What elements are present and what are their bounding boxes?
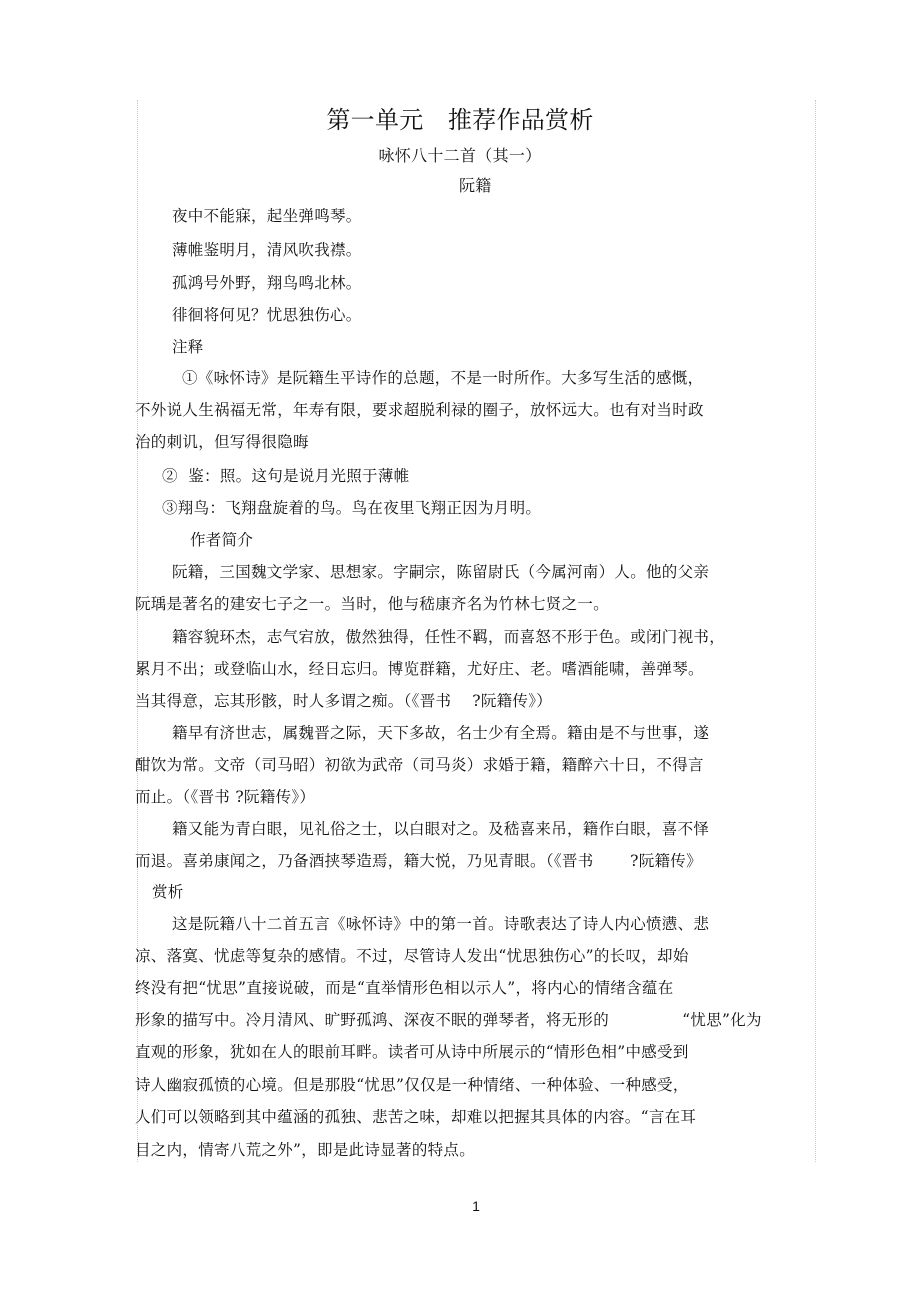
notes-heading: 注释 — [172, 338, 204, 356]
poem-line: 薄帷鉴明月，清风吹我襟。 — [172, 241, 362, 259]
poem-title: 咏怀八十二首（其一） — [378, 146, 542, 165]
analysis-line: 这是阮籍八十二首五言《咏怀诗》中的第一首。诗歌表达了诗人内心愤懑、悲 — [172, 915, 710, 933]
analysis-line: 终没有把“忧思”直接说破，而是“直举情形色相以示人”，将内心的情绪含蕴在 — [135, 979, 674, 997]
analysis-line: 人们可以领略到其中蕴涵的孤独、悲苦之味，却难以把握其具体的内容。“言在耳 — [135, 1108, 697, 1126]
analysis-line: 目之内，情寄八荒之外”，即是此诗显著的特点。 — [135, 1141, 476, 1159]
note-line: ② 鉴：照。这句是说月光照于薄帷 — [162, 467, 410, 485]
analysis-line: 凉、落寞、忧虑等复杂的感情。不过，尽管诗人发出“忧思独伤心”的长叹，却始 — [135, 947, 689, 965]
author-line: 籍容貌环杰，志气宕放，傲然独得，任性不羁，而喜怒不形于色。或闭门视书， — [172, 628, 726, 646]
note-line: 不外说人生祸福无常，年寿有限，要求超脱利禄的圈子，放怀远大。也有对当时政 — [135, 401, 704, 419]
author-line: 阮瑀是著名的建安七子之一。当时，他与嵇康齐名为竹林七贤之一。 — [135, 595, 610, 613]
author-line: 而止。（《晋书 ?阮籍传》） — [135, 788, 316, 806]
analysis-line: 直观的形象，犹如在人的眼前耳畔。读者可从诗中所展示的“情形色相”中感受到 — [135, 1043, 689, 1061]
author-heading: 作者简介 — [190, 531, 254, 549]
analysis-heading: 赏析 — [152, 883, 184, 901]
poem-line: 徘徊将何见？忧思独伤心。 — [172, 306, 362, 324]
analysis-line: 诗人幽寂孤愤的心境。但是那股“忧思”仅仅是一种情绪、一种体验、一种感受， — [135, 1076, 689, 1094]
page-number: 1 — [472, 1198, 480, 1214]
note-line: ①《咏怀诗》是阮籍生平诗作的总题，不是一时所作。大多写生活的感慨， — [182, 369, 704, 387]
note-line: 治的刺讥，但写得很隐晦 — [135, 433, 309, 451]
author-line: 当其得意，忘其形骸，时人多谓之痴。（《晋书 ?阮籍传》） — [135, 692, 553, 710]
author-line: 而退。喜弟康闻之，乃备酒挟琴造焉，籍大悦，乃见青眼。（《晋书 ?阮籍传》 — [135, 852, 702, 870]
poem-author: 阮籍 — [459, 176, 492, 195]
note-line: ③翔鸟：飞翔盘旋着的鸟。鸟在夜里飞翔正因为月明。 — [162, 499, 542, 517]
author-line: 籍又能为青白眼，见礼俗之士，以白眼对之。及嵇喜来吊，籍作白眼，喜不怿 — [172, 820, 710, 838]
poem-line: 夜中不能寐，起坐弹鸣琴。 — [172, 207, 362, 225]
margin-guide-left — [137, 100, 138, 1162]
page-title: 第一单元 推荐作品赏析 — [326, 106, 594, 134]
author-line: 酣饮为常。文帝（司马昭）初欲为武帝（司马炎）求婚于籍，籍醉六十日，不得言 — [135, 756, 704, 774]
margin-guide-right — [815, 100, 816, 1162]
analysis-line: 形象的描写中。冷月清风、旷野孤鸿、深夜不眠的弹琴者，将无形的 “忧思”化为 — [135, 1011, 762, 1029]
author-line: 籍早有济世志，属魏晋之际，天下多故，名士少有全焉。籍由是不与世事，遂 — [172, 724, 710, 742]
poem-line: 孤鸿号外野，翔鸟鸣北林。 — [172, 274, 362, 292]
author-line: 累月不出；或登临山水，经日忘归。博览群籍，尤好庄、老。嗜酒能啸，善弹琴。 — [135, 660, 704, 678]
author-line: 阮籍，三国魏文学家、思想家。字嗣宗，陈留尉氏（今属河南）人。他的父亲 — [172, 563, 710, 581]
